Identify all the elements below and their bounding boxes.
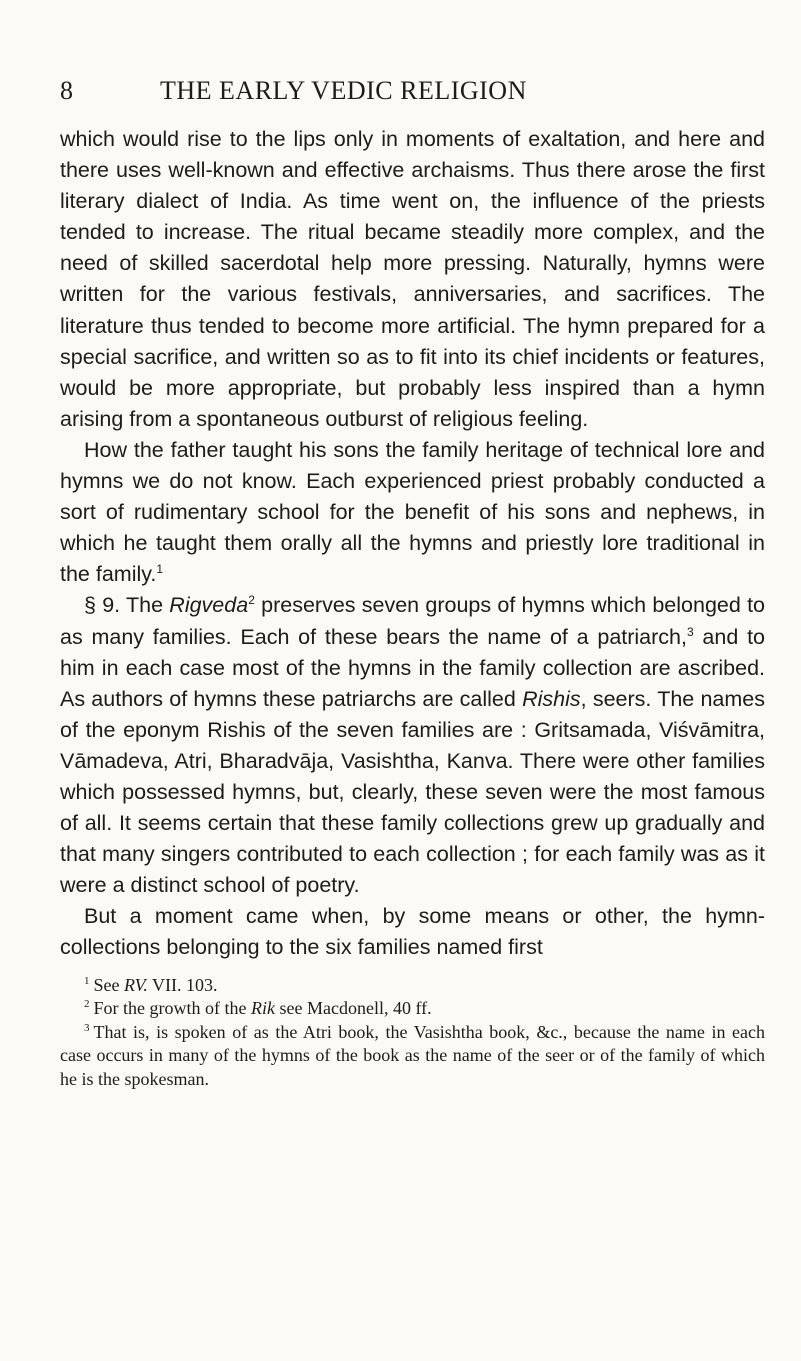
footnote-2-rik: Rik	[250, 998, 275, 1019]
paragraph-3-part-b: preserves seven groups of hymns which belonged to as many families. Each of these bears the name of a patriarch,	[60, 593, 765, 649]
section-intro: § 9. The	[84, 593, 170, 618]
footnote-2	[60, 997, 765, 1021]
footnote-1-lead: See	[93, 974, 124, 995]
footnote-3-text: That is, is spoken of as the Atri book, the Vasishtha book, &c., because the name in each case occurs in many of the hymns of the book as the name of the seer or of the family of which he is the spokesman.	[60, 1021, 765, 1089]
page-number: 8	[60, 76, 73, 105]
paragraph-3	[60, 590, 765, 901]
footnote-2-lead: For the growth of the	[93, 998, 251, 1019]
footnote-1	[60, 974, 765, 998]
footnote-ref-2: 2	[248, 593, 255, 608]
footnote-2-rest: see Macdonell, 40 ff.	[274, 998, 432, 1019]
footnotes	[60, 974, 765, 1092]
paragraph-3-part-c: and to him in each case most of the hymns in the family collection are ascribed. As authors of hymns these patriarchs are called	[60, 624, 765, 711]
footnote-2-number: 2	[84, 998, 90, 1011]
running-title: THE EARLY VEDIC RELIGION	[160, 76, 527, 105]
page-header	[60, 76, 765, 116]
paragraph-1: which would rise to the lips only in moments of exaltation, and here and there uses well-known and effective archaisms. Thus there arose the first literary dialect of India. As time went on, the influence of the priests tended to increase. The ritual became steadily more complex, and the need of skilled sacerdotal help more pressing. Naturally, hymns were written for the various festivals, anniversaries, and sacrifices. The literature thus tended to become more artificial. The hymn prepared for a special sacrifice, and written so as to fit into its chief incidents or features, would be more appropriate, but probably less inspired than a hymn arising from a spontaneous outburst of religious feeling.	[60, 127, 765, 431]
footnote-1-rv: RV.	[124, 974, 148, 995]
footnote-3-number: 3	[84, 1021, 90, 1034]
footnote-1-rest: VII. 103.	[147, 974, 218, 995]
footnote-ref-3: 3	[686, 624, 694, 639]
footnote-1-number: 1	[84, 974, 90, 987]
rigveda-term: Rigveda	[169, 593, 249, 618]
paragraph-2-text: How the father taught his sons the family heritage of technical lore and hymns we do not know. Each experienced priest probably conducted a sort of rudimentary school for the benefit of his sons and nephews, in which he taught them orally all the hymns and priestly lore traditional in the family.	[60, 437, 765, 587]
footnote-ref-1: 1	[156, 562, 164, 577]
paragraph-3-part-d: , seers. The names of the eponym Rishis of the seven families are : Gritsamada, Viśvāmitra, Vāmadeva, Atri, Bharadvāja, Vasishtha, Kanva. There were other families which possessed hymns, but, clearly, these seven were the most famous of all. It seems certain that these family collections grew up gradually and that many singers contributed to each collection ; for each family was as it were a distinct school of poetry.	[60, 686, 765, 898]
paragraph-2	[60, 435, 765, 590]
body-text	[60, 124, 765, 964]
paragraph-4: But a moment came when, by some means or other, the hymn-collections belonging to the six families named first	[60, 904, 765, 960]
footnote-3	[60, 1021, 765, 1092]
rishis-term: Rishis	[522, 686, 581, 711]
book-page	[60, 76, 765, 1091]
